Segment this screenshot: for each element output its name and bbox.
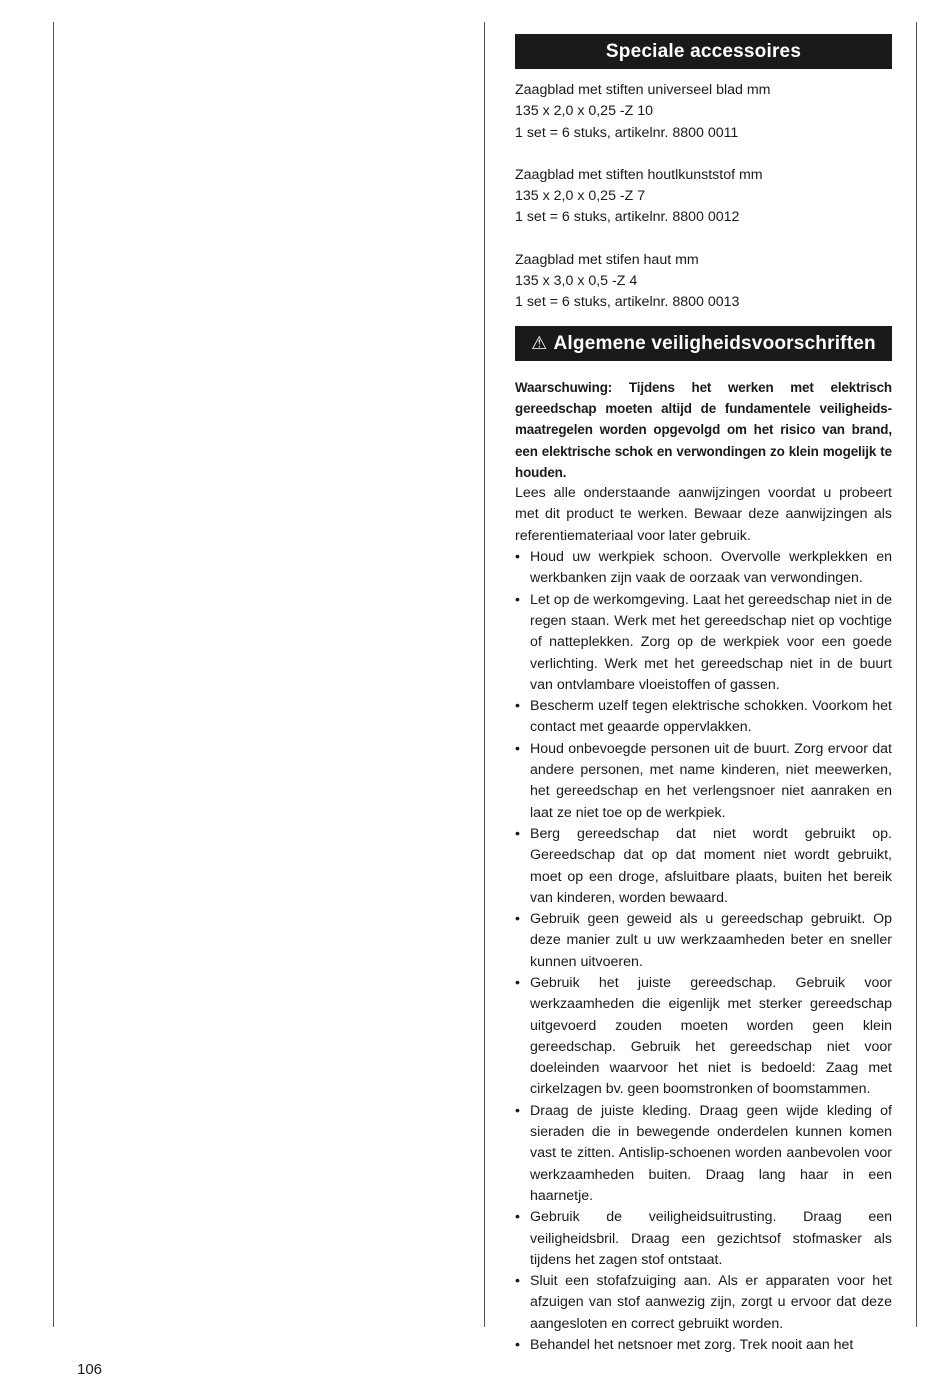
bullet-icon: • bbox=[515, 1337, 520, 1354]
rule-text: Houd onbevoegde personen uit de buurt. Zorg ervoor dat andere personen, met name kinderen, niet meewerken, het gereedschap en het verlengsnoer niet aanraken en laat ze niet toe op de werkpiek. bbox=[530, 740, 892, 821]
rule-text: Gebruik geen geweid als u gereedschap gebruikt. Op deze manier zult u uw werkzaamheden beter en sneller kunnen uitvoeren. bbox=[530, 911, 892, 970]
bullet-icon: • bbox=[515, 1273, 520, 1290]
column-divider-rule bbox=[484, 22, 485, 1327]
rule-text: Let op de werkomgeving. Laat het gereedschap niet in de regen staan. Werk met het gereedschap niet op vochtige of natteplekken. Zorg op de werkpiek voor een goede verlichting. Werk met het gereedschap niet in de buurt van ontvlambare vloeistoffen of gassen. bbox=[530, 591, 892, 693]
list-item bbox=[515, 973, 892, 1101]
rule-text: Gebruik het juiste gereedschap. Gebruik voor werkzaamheden die eigenlijk met sterker gereedschap uitgevoerd zouden moeten worden geen klein gereedschap. Gebruik het gereedschap niet voor doeleinden waarvoor het niet is bedoeld: Zaag met cirkelzagen bv. geen boomstronken of boomstammen. bbox=[530, 974, 892, 1098]
accessory-name: Zaagblad met stifen haut mm bbox=[515, 251, 699, 268]
right-column bbox=[515, 34, 892, 1356]
rule-text: Sluit een stofafzuiging aan. Als er apparaten voor het afzuigen van stof aanwezig zijn, zorgt u ervoor dat deze aangesloten en correct gebruikt worden. bbox=[530, 1273, 892, 1332]
accessory-name: Zaagblad met stiften universeel blad mm bbox=[515, 82, 771, 98]
bullet-icon: • bbox=[515, 1209, 520, 1226]
accessory-name: Zaagblad met stiften houtlkunststof mm bbox=[515, 166, 763, 183]
rule-text: Berg gereedschap dat niet wordt gebruikt op. Gereedschap dat op dat moment niet wordt gebruikt, moet op een droge, afsluitbare plaats, buiten het bereik van kinderen, worden bewaard. bbox=[530, 825, 892, 906]
accessory-set-info: 1 set = 6 stuks, artikelnr. 8800 0013 bbox=[515, 294, 740, 311]
bullet-icon: • bbox=[515, 1102, 520, 1119]
rule-text: Bescherm uzelf tegen elektrische schokken. Voorkom het contact met geaarde oppervlakken. bbox=[530, 698, 892, 736]
list-item bbox=[515, 1101, 892, 1207]
list-item bbox=[515, 1335, 892, 1356]
bullet-icon: • bbox=[515, 825, 520, 842]
accessory-item-1 bbox=[515, 80, 892, 144]
bullet-icon: • bbox=[515, 698, 520, 715]
safety-heading bbox=[515, 326, 892, 361]
accessories-heading bbox=[515, 34, 892, 69]
accessory-dimensions: 135 x 2,0 x 0,25 -Z 10 bbox=[515, 103, 654, 120]
bullet-icon: • bbox=[515, 740, 520, 757]
right-margin-rule bbox=[916, 22, 917, 1327]
rule-text: Houd uw werkpiek schoon. Overvolle werkplekken en werkbanken zijn vaak de oorzaak van verwondingen. bbox=[530, 549, 892, 587]
list-item bbox=[515, 1271, 892, 1335]
safety-intro-text: Lees alle onderstaande aanwijzingen voordat u probeert met dit product te werken. Bewaar deze aanwijzingen als referentiemateriaal voor later gebruik. bbox=[515, 485, 892, 544]
left-margin-rule bbox=[53, 22, 54, 1327]
bullet-icon: • bbox=[515, 974, 520, 991]
accessory-set-info: 1 set = 6 stuks, artikelnr. 8800 0011 bbox=[515, 124, 739, 141]
bullet-icon: • bbox=[515, 591, 520, 608]
warning-triangle-icon: ⚠ bbox=[531, 332, 548, 353]
accessory-dimensions: 135 x 2,0 x 0,25 -Z 7 bbox=[515, 188, 646, 205]
accessories-heading-text: Speciale accessoires bbox=[605, 41, 802, 62]
list-item bbox=[515, 696, 892, 739]
accessory-set-info: 1 set = 6 stuks, artikelnr. 8800 0012 bbox=[515, 209, 740, 226]
rule-text: Gebruik de veiligheidsuitrusting. Draag een veiligheidsbril. Draag een gezichtsof stofmasker als tijdens het zagen stof ontstaat. bbox=[530, 1209, 892, 1268]
list-item bbox=[515, 547, 892, 590]
list-item bbox=[515, 739, 892, 824]
bullet-icon: • bbox=[515, 911, 520, 928]
list-item bbox=[515, 590, 892, 696]
accessory-dimensions: 135 x 3,0 x 0,5 -Z 4 bbox=[515, 273, 638, 290]
list-item bbox=[515, 909, 892, 973]
rule-text: Draag de juiste kleding. Draag geen wijde kleding of sieraden die in bewegende onderdelen kunnen komen vast te zitten. Antislip-schoenen worden aanbevolen voor werkzaamheden buiten. Draag lang haar in een haarnetje. bbox=[530, 1102, 892, 1204]
accessory-item-2 bbox=[515, 165, 892, 229]
list-item bbox=[515, 824, 892, 909]
safety-heading-text: Algemene veiligheidsvoorschriften bbox=[553, 332, 876, 354]
safety-rules-list bbox=[515, 547, 892, 1356]
accessory-item-3 bbox=[515, 250, 892, 314]
bullet-icon: • bbox=[515, 549, 520, 566]
rule-text: Behandel het netsnoer met zorg. Trek nooit aan het bbox=[530, 1337, 854, 1354]
page-number: 106 bbox=[77, 1361, 103, 1378]
list-item bbox=[515, 1207, 892, 1271]
safety-warning-text: Waarschuwing: Tijdens het werken met elektrisch gereedschap moeten altijd de fundamentele veiligheids-maatregelen worden opgevolgd om het risico van brand, een elektrische schok en verwondingen zo klein mogelijk te houden. bbox=[515, 379, 892, 480]
